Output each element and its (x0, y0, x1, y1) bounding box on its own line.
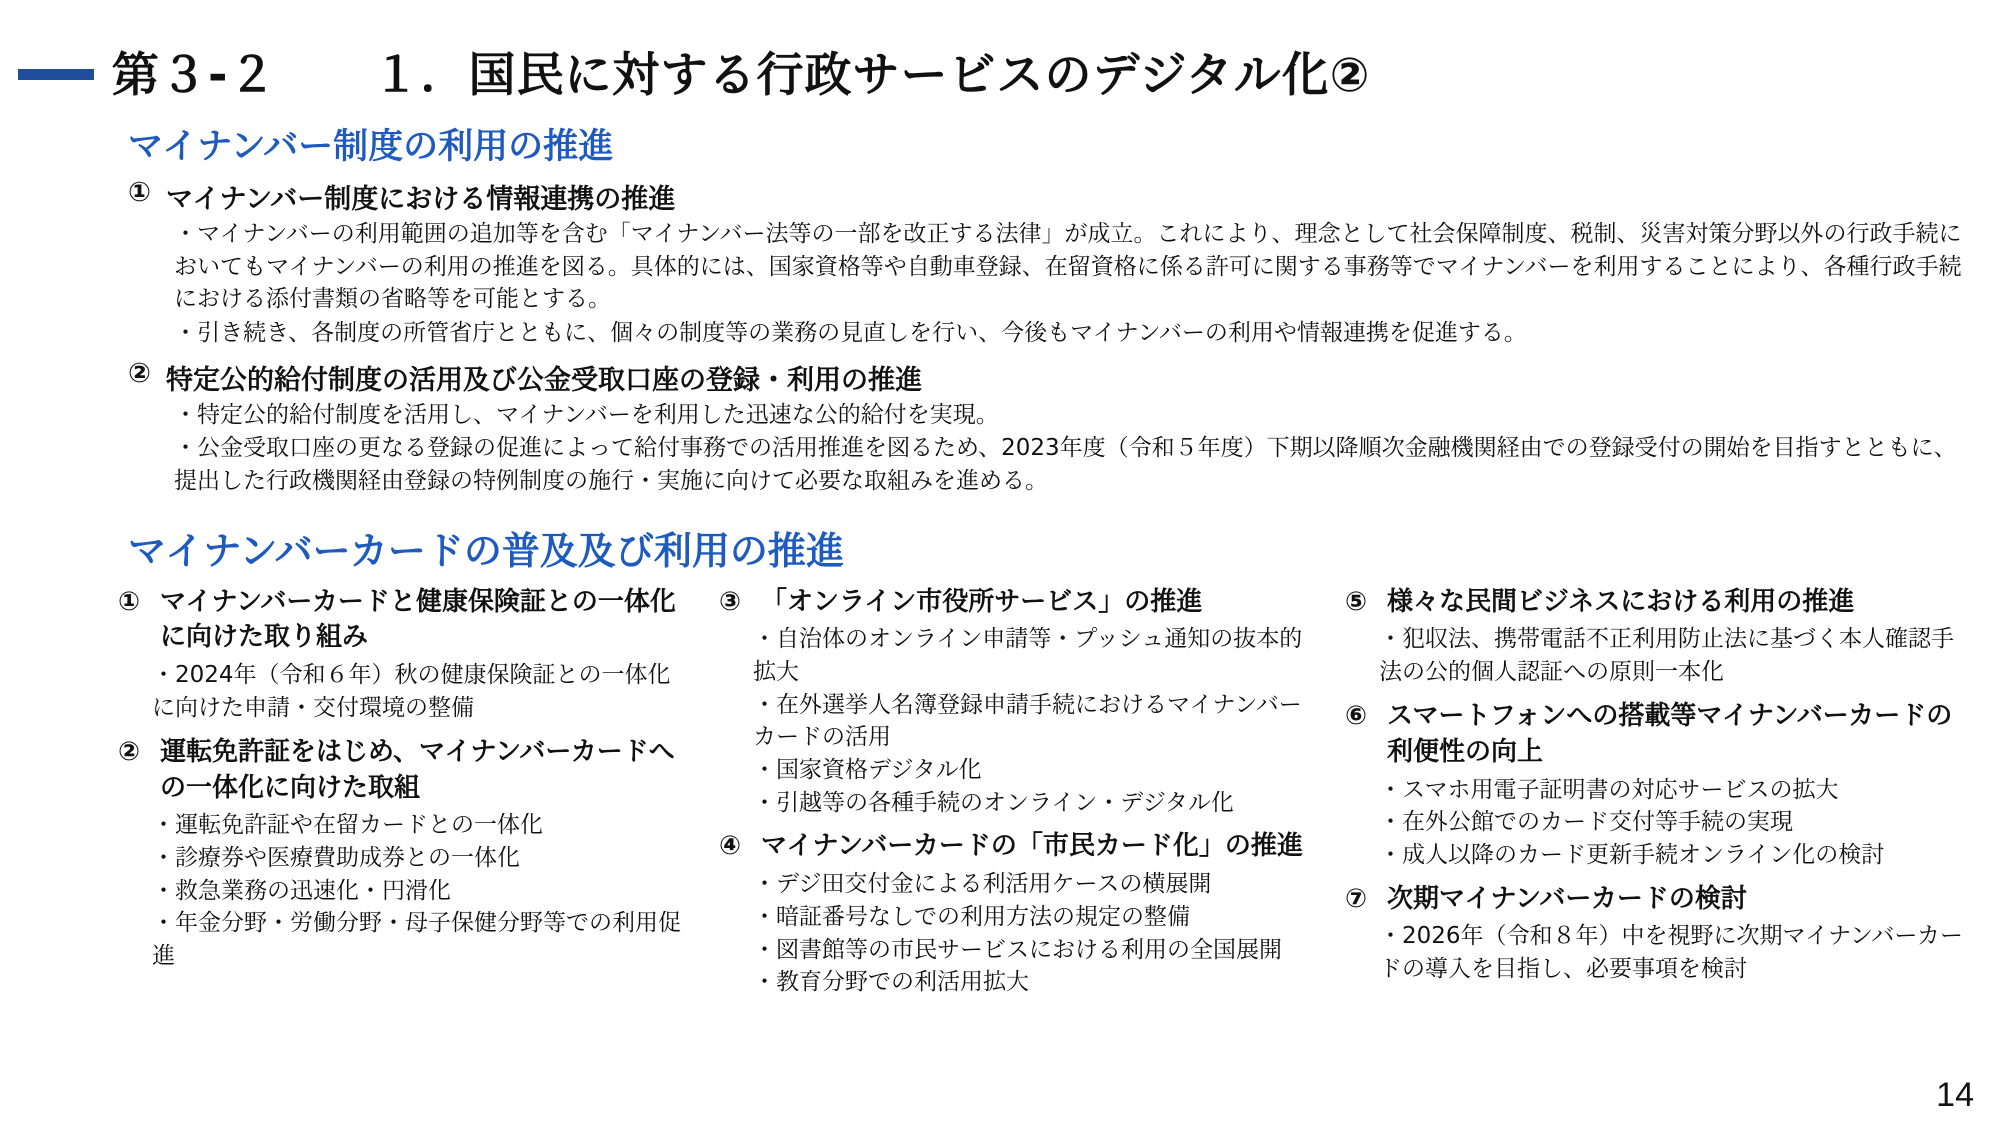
list-marker: ④ (719, 831, 742, 862)
section-heading-mynumber-system: マイナンバー制度の利用の推進 (128, 127, 614, 167)
bullet-text: ・図書館等の市民サービスにおける利用の全国展開 (753, 936, 1282, 963)
bullet-text: ・年金分野・労働分野・母子保健分野等での利用促進 (152, 910, 681, 970)
title-accent-bar (18, 69, 94, 80)
bullet-item (152, 875, 693, 908)
card-item-bullets (719, 623, 1319, 819)
card-item-heading (1345, 585, 1974, 621)
list-marker: ② (128, 357, 151, 389)
section1-item-2-heading (128, 358, 1970, 397)
bullet-item (753, 966, 1319, 999)
section2-column-3 (1345, 585, 1974, 1009)
page-title: 第３-２ １．国民に対する行政サービスのデジタル化② (112, 48, 1371, 103)
card-item-bullets (719, 868, 1319, 999)
bullet-item (1379, 806, 1974, 839)
bullet-item (174, 399, 1970, 432)
bullet-item (1379, 623, 1974, 688)
bullet-text: ・運転免許証や在留カードとの一体化 (152, 812, 543, 839)
bullet-text: ・スマホ用電子証明書の対応サービスの拡大 (1379, 776, 1839, 803)
card-item-heading (1345, 699, 1974, 771)
bullet-item (174, 218, 1970, 316)
card-item-2 (118, 735, 693, 973)
list-title: 「オンライン市役所サービス」の推進 (761, 586, 1203, 617)
section1-item-1-bullets (128, 218, 1970, 350)
list-marker: ① (128, 177, 151, 208)
section1-item-1-heading (128, 177, 1970, 216)
card-item-heading (118, 585, 693, 657)
section2-columns (118, 585, 1974, 1009)
bullet-item (152, 809, 693, 842)
bullet-text: ・デジ田交付金による利活用ケースの横展開 (753, 871, 1212, 898)
list-marker: ② (118, 736, 141, 767)
bullet-item (753, 901, 1319, 934)
list-title: スマートフォンへの搭載等マイナンバーカードの利便性の向上 (1387, 700, 1953, 767)
list-title: 次期マイナンバーカードの検討 (1387, 883, 1747, 914)
list-title: マイナンバー制度における情報連携の推進 (166, 184, 676, 215)
bullet-text: ・国家資格デジタル化 (753, 757, 982, 784)
card-item-bullets (118, 809, 693, 972)
bullet-text: ・2024年（令和６年）秋の健康保険証との一体化に向けた申請・交付環境の整備 (152, 662, 671, 721)
card-item-heading (1345, 882, 1974, 918)
bullet-item (174, 432, 1970, 497)
bullet-item (753, 934, 1319, 967)
section1-body (128, 177, 1970, 498)
list-marker: ⑦ (1345, 883, 1368, 914)
card-item-bullets (1345, 623, 1974, 688)
card-item-bullets (118, 659, 693, 724)
list-title: 特定公的給付制度の活用及び公金受取口座の登録・利用の推進 (166, 364, 922, 396)
bullet-text: ・在外公館でのカード交付等手続の実現 (1379, 809, 1793, 836)
list-marker: ① (118, 586, 141, 617)
bullet-item (753, 868, 1319, 901)
list-title: マイナンバーカードの「市民カード化」の推進 (761, 831, 1303, 862)
bullet-text: ・在外選挙人名簿登録申請手続におけるマイナンバーカードの活用 (753, 691, 1302, 751)
bullet-item (1379, 920, 1974, 985)
bullet-item (152, 907, 693, 972)
card-item-4 (719, 829, 1319, 999)
bullet-item (1379, 839, 1974, 872)
section1-item-2-bullets (128, 399, 1970, 498)
list-marker: ③ (719, 586, 742, 617)
card-item-bullets (1345, 774, 1974, 872)
section-heading-mynumber-card: マイナンバーカードの普及及び利用の推進 (128, 528, 844, 573)
bullet-item (753, 623, 1319, 688)
bullet-text: ・自治体のオンライン申請等・プッシュ通知の抜本的拡大 (753, 626, 1303, 686)
card-item-heading (719, 585, 1319, 621)
card-item-3 (719, 585, 1319, 820)
bullet-item (152, 842, 693, 875)
slide-title-row (0, 0, 2000, 105)
list-marker: ⑥ (1345, 700, 1368, 731)
bullet-item (152, 659, 693, 724)
page-number: 14 (1936, 1076, 1974, 1114)
section2-column-1 (118, 585, 693, 1009)
section2-column-2 (719, 585, 1319, 1009)
card-item-5 (1345, 585, 1974, 689)
bullet-text: ・2026年（令和８年）中を視野に次期マイナンバーカードの導入を目指し、必要事項を検討 (1379, 923, 1963, 983)
bullet-text: ・暗証番号なしでの利用方法の規定の整備 (753, 903, 1190, 930)
bullet-item (753, 689, 1319, 754)
bullet-text: ・教育分野での利活用拡大 (753, 969, 1029, 996)
card-item-heading (719, 829, 1319, 865)
bullet-text: ・マイナンバーの利用範囲の追加等を含む「マイナンバー法等の一部を改正する法律」が成立。これにより、理念として社会保障制度、税制、災害対策分野以外の行政手続においてもマイナンバーの利用の推進を図る。具体的には、国家資格等や自動車登録、在留資格に係る許可に関する事務等でマイナンバーを利用することにより、各種行政手続における添付書類の省略等を可能とする。 (174, 221, 1962, 313)
card-item-heading (118, 735, 693, 807)
card-item-7 (1345, 882, 1974, 986)
bullet-text: ・犯収法、携帯電話不正利用防止法に基づく本人確認手法の公的個人認証への原則一本化 (1379, 626, 1954, 686)
card-item-1 (118, 585, 693, 725)
bullet-item (174, 317, 1970, 350)
bullet-text: ・成人以降のカード更新手続オンライン化の検討 (1379, 841, 1885, 868)
bullet-item (753, 754, 1319, 787)
card-item-bullets (1345, 920, 1974, 985)
bullet-text: ・特定公的給付制度を活用し、マイナンバーを利用した迅速な公的給付を実現。 (174, 401, 999, 428)
bullet-text: ・引越等の各種手続のオンライン・デジタル化 (753, 789, 1234, 816)
bullet-item (1379, 774, 1974, 807)
bullet-text: ・救急業務の迅速化・円滑化 (152, 877, 451, 904)
list-title: 様々な民間ビジネスにおける利用の推進 (1387, 586, 1855, 617)
card-item-6 (1345, 699, 1974, 872)
bullet-text: ・公金受取口座の更なる登録の促進によって給付事務での活用推進を図るため、2023年度（令和５年度）下期以降順次金融機関経由での登録受付の開始を目指すとともに、提出した行政機関経由登録の特例制度の施行・実施に向けて必要な取組みを進める。 (174, 435, 1957, 494)
bullet-item (753, 787, 1319, 820)
bullet-text: ・引き続き、各制度の所管省庁とともに、個々の制度等の業務の見直しを行い、今後もマイナンバーの利用や情報連携を促進する。 (174, 319, 1527, 346)
list-title: マイナンバーカードと健康保険証との一体化に向けた取り組み (160, 586, 676, 653)
list-title: 運転免許証をはじめ、マイナンバーカードへの一体化に向けた取組 (160, 736, 675, 803)
bullet-text: ・診療券や医療費助成券との一体化 (152, 845, 520, 872)
list-marker: ⑤ (1345, 586, 1368, 617)
